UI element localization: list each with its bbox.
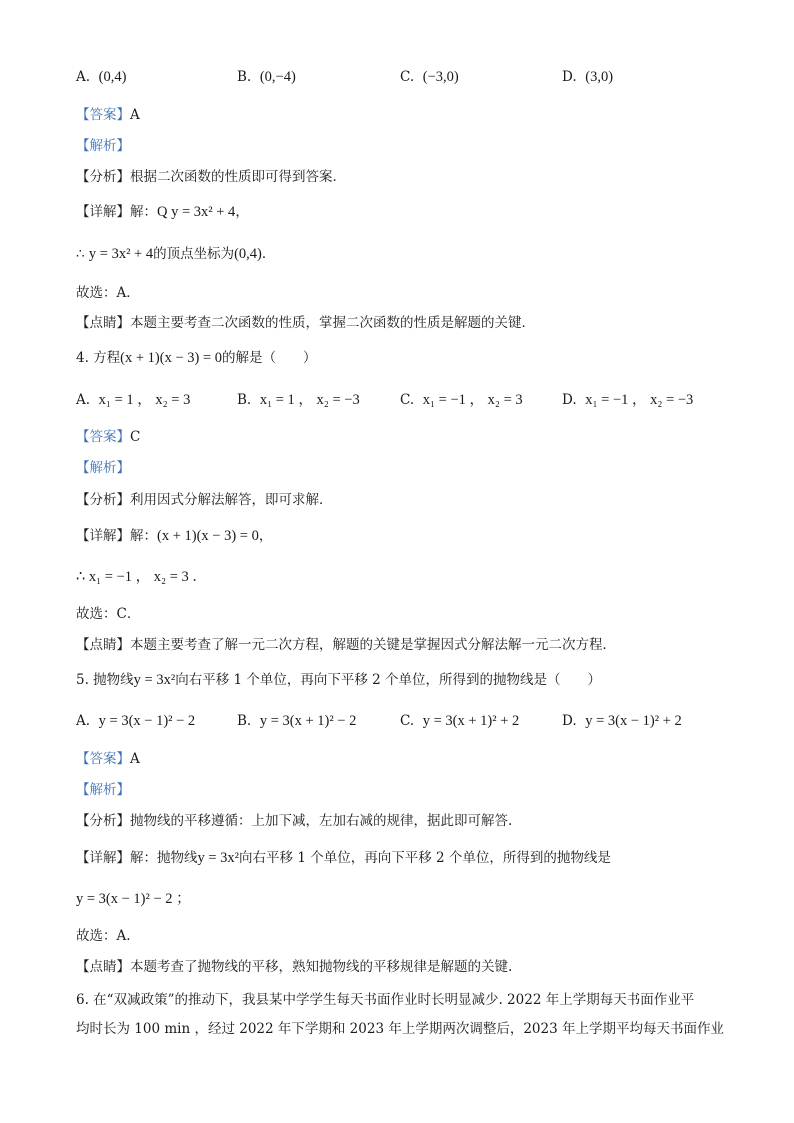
answer-value: A — [130, 107, 140, 123]
option-text: x₁ = 1 ， x₂ = 3 — [98, 392, 191, 408]
q5-option-c — [400, 712, 519, 730]
option-letter: D. — [562, 392, 577, 408]
option-text: (0,4) — [98, 69, 127, 85]
q3-option-d — [562, 68, 613, 86]
option-text: x₁ = 1 ， x₂ = −3 — [259, 392, 360, 408]
q4-option-b — [237, 391, 360, 409]
q4-option-c — [400, 391, 523, 409]
q5-dianjing — [76, 958, 512, 976]
q3-option-a — [76, 68, 126, 86]
answer-tag: 【答案】 — [76, 751, 130, 767]
option-letter: A. — [76, 69, 91, 85]
jiexi-tag: 【解析】 — [76, 138, 130, 154]
option-text: (−3,0) — [422, 69, 459, 85]
stem-text: 均时长为 100 min ，经过 2022 年下学期和 2023 年上学期两次调整后，2023 年上学期平均每天书面作业 — [76, 1021, 724, 1037]
dianjing-text: 本题主要考查了解一元二次方程，解题的关键是掌握因式分解法解一元二次方程． — [130, 637, 616, 653]
q4-answer — [76, 428, 140, 446]
q5-option-b — [237, 712, 356, 730]
detail-math: y = 3x² — [197, 850, 240, 866]
fenxi-text: 利用因式分解法解答，即可求解． — [130, 492, 333, 508]
q5-option-d — [562, 712, 682, 730]
detail-math: y = 3x² + 4 — [88, 246, 154, 262]
q4-dianjing — [76, 636, 616, 654]
q4-option-d — [562, 391, 693, 409]
q6-stem-line2 — [76, 1020, 724, 1038]
answer-tag: 【答案】 — [76, 107, 130, 123]
option-letter: A. — [76, 392, 91, 408]
dianjing-text: 本题主要考查二次函数的性质，掌握二次函数的性质是解题的关键． — [130, 315, 535, 331]
stem-suffix: 向右平移 1 个单位，再向下平移 2 个单位，所得到的抛物线是（ ） — [175, 672, 602, 688]
choose-text: 故选：A． — [76, 285, 140, 301]
jiexi-tag: 【解析】 — [76, 460, 130, 476]
option-text: y = 3(x − 1)² − 2 — [98, 713, 196, 729]
answer-value: A — [130, 751, 140, 767]
option-letter: D. — [562, 713, 577, 729]
fenxi-tag: 【分析】 — [76, 813, 130, 829]
option-text: (0,−4) — [259, 69, 296, 85]
q4-fenxi — [76, 491, 333, 509]
option-letter: A. — [76, 713, 91, 729]
q3-answer — [76, 106, 140, 124]
choose-text: 故选：C． — [76, 606, 141, 622]
detail-suffix: ， — [258, 528, 273, 544]
detail-suffix: 向右平移 1 个单位，再向下平移 2 个单位，所得到的抛物线是 — [239, 850, 611, 866]
stem-suffix: 的解是（ ） — [222, 350, 317, 366]
q4-jiexi — [76, 459, 130, 477]
jiexi-tag: 【解析】 — [76, 782, 130, 798]
option-text: (3,0) — [585, 69, 614, 85]
q5-choose — [76, 927, 131, 945]
fenxi-tag: 【分析】 — [76, 492, 130, 508]
option-text: x₁ = −1 ， x₂ = 3 — [422, 392, 523, 408]
detail-prefix: 解： — [130, 204, 157, 220]
detail-math: (x + 1)(x − 3) = 0 — [157, 528, 259, 544]
q4-option-a — [76, 391, 190, 409]
stem-math: y = 3x² — [133, 672, 176, 688]
dianjing-tag: 【点睛】 — [76, 315, 130, 331]
option-letter: D. — [562, 69, 577, 85]
option-letter: C. — [400, 713, 415, 729]
detail-math: y = 3(x − 1)² − 2 ； — [76, 891, 191, 907]
q3-option-c — [400, 68, 459, 86]
option-text: x₁ = −1 ， x₂ = −3 — [585, 392, 694, 408]
q3-choose — [76, 284, 140, 302]
q5-jiexi — [76, 781, 130, 799]
therefore-symbol: ∴ — [76, 246, 89, 262]
dianjing-tag: 【点睛】 — [76, 637, 130, 653]
option-letter: B. — [237, 69, 252, 85]
stem-math: (x + 1)(x − 3) = 0 — [120, 350, 223, 366]
q4-detail-line2 — [76, 568, 207, 586]
q3-detail-line1 — [76, 203, 249, 221]
detail-tag: 【详解】 — [76, 850, 130, 866]
choose-text: 故选：A. — [76, 928, 131, 944]
q6-stem-line1 — [76, 991, 694, 1009]
q4-choose — [76, 605, 140, 623]
detail-text: 的顶点坐标为 — [153, 246, 235, 262]
stem-prefix: 5. 抛物线 — [76, 672, 134, 688]
q5-stem — [76, 671, 601, 689]
q5-option-a — [76, 712, 195, 730]
detail-end: ． — [261, 246, 276, 262]
q4-detail-line1 — [76, 527, 272, 545]
detail-suffix: ， — [235, 204, 249, 220]
fenxi-text: 抛物线的平移遵循：上加下减，左加右减的规律，据此即可解答. — [130, 813, 513, 829]
dianjing-tag: 【点睛】 — [76, 959, 130, 975]
q3-detail-line2 — [76, 245, 275, 263]
stem-prefix: 4. 方程 — [76, 350, 121, 366]
detail-coord: (0,4) — [234, 246, 262, 262]
option-text: y = 3(x + 1)² − 2 — [259, 713, 357, 729]
option-letter: B. — [237, 713, 252, 729]
option-letter: C. — [400, 392, 415, 408]
option-letter: C. — [400, 69, 415, 85]
detail-math: Q y = 3x² + 4 — [157, 204, 236, 220]
fenxi-tag: 【分析】 — [76, 169, 130, 185]
q4-stem — [76, 349, 317, 367]
q5-detail-line2 — [76, 890, 191, 908]
answer-value: C — [130, 429, 141, 445]
q5-detail-line1 — [76, 849, 611, 867]
detail-tag: 【详解】 — [76, 528, 130, 544]
q3-fenxi — [76, 168, 346, 186]
q5-answer — [76, 750, 140, 768]
detail-tag: 【详解】 — [76, 204, 130, 220]
detail-prefix: 解： — [130, 528, 157, 544]
detail-math: ∴ x₁ = −1 ， x₂ = 3 ． — [76, 569, 207, 585]
q3-jiexi — [76, 137, 130, 155]
q5-fenxi — [76, 812, 512, 830]
fenxi-text: 根据二次函数的性质即可得到答案． — [130, 169, 346, 185]
option-text: y = 3(x + 1)² + 2 — [422, 713, 520, 729]
q3-dianjing — [76, 314, 535, 332]
option-letter: B. — [237, 392, 252, 408]
stem-text: 6. 在“双减政策”的推动下，我县某中学学生每天书面作业时长明显减少. 2022 年上学期每天书面作业平 — [76, 992, 695, 1008]
q3-option-b — [237, 68, 296, 86]
dianjing-text: 本题考查了抛物线的平移，熟知抛物线的平移规律是解题的关键. — [130, 959, 513, 975]
detail-prefix: 解：抛物线 — [130, 850, 198, 866]
answer-tag: 【答案】 — [76, 429, 130, 445]
option-text: y = 3(x − 1)² + 2 — [585, 713, 682, 729]
